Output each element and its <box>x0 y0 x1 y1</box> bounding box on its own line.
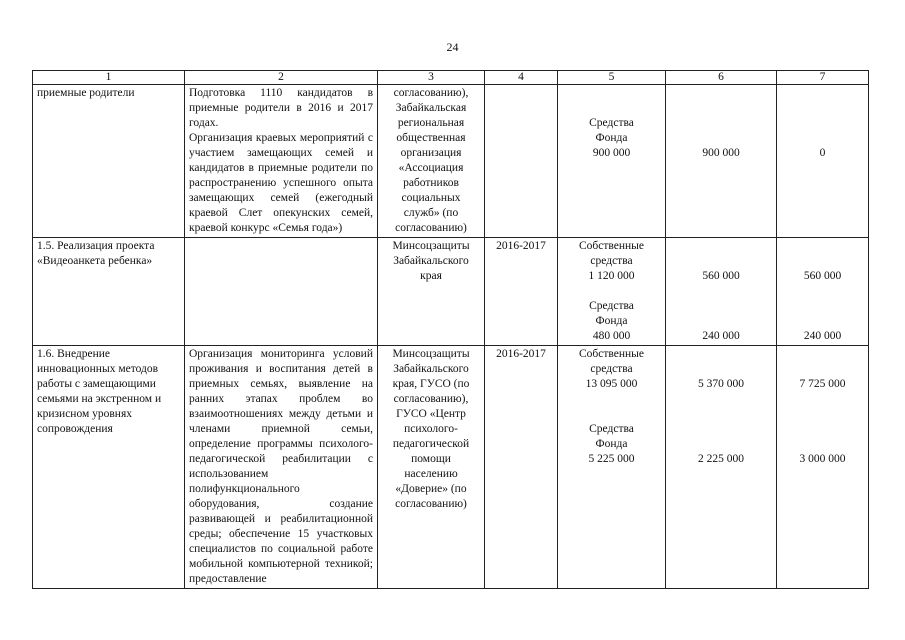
cell-line: «Доверие» (по <box>395 483 467 495</box>
cell-line: края <box>420 270 442 282</box>
cell-line: Средства <box>589 423 634 435</box>
cell-line <box>562 284 661 299</box>
period-cell <box>485 238 558 346</box>
cell-line: согласованию) <box>395 498 467 510</box>
cell-line: Минсоцзащиты <box>392 240 470 252</box>
cell-line <box>781 116 864 131</box>
cell-line: Подготовка 1110 кандидатов в приемные родители в 2016 и 2017 годах. <box>189 87 373 129</box>
cell-line <box>781 362 864 377</box>
cell-line: 480 000 <box>592 330 631 342</box>
period-cell <box>485 346 558 589</box>
cell-line <box>670 314 772 329</box>
cell-line <box>781 86 864 101</box>
cell-line <box>670 86 772 101</box>
cell-line: 1.6. Внедрение инновационных методов работы с замещающими семьями на экстренном и кризисном уровнях сопровождения <box>37 348 162 435</box>
cell-line: работников <box>403 177 459 189</box>
cell-line: 13 095 000 <box>585 378 638 390</box>
cell-line: Забайкальского <box>393 255 469 267</box>
amount-2017-cell <box>777 346 869 589</box>
period-cell <box>485 85 558 238</box>
cell-line: Минсоцзащиты <box>392 348 470 360</box>
cell-line: 5 225 000 <box>588 453 635 465</box>
activity-cell <box>33 238 185 346</box>
table-row <box>33 238 869 346</box>
cell-line <box>781 422 864 437</box>
cell-line <box>781 299 864 314</box>
funding-source-cell <box>558 346 666 589</box>
cell-line <box>781 239 864 254</box>
page-number: 24 <box>446 40 459 54</box>
cell-line: 1.5. Реализация проекта «Видеоанкета ребенка» <box>37 240 155 267</box>
cell-line: 1 120 000 <box>588 270 635 282</box>
cell-line: приемные родители <box>37 87 135 99</box>
column-number: 3 <box>378 71 485 85</box>
cell-text: 2016-2017 <box>496 240 546 252</box>
column-number: 2 <box>185 71 378 85</box>
cell-line <box>781 101 864 116</box>
column-number: 5 <box>558 71 666 85</box>
executor-cell <box>378 238 485 346</box>
cell-line <box>562 86 661 101</box>
description-cell <box>185 346 378 589</box>
cell-line: 240 000 <box>803 330 842 342</box>
column-number-row <box>33 71 869 85</box>
cell-line: согласованию), <box>393 393 469 405</box>
cell-line: ГУСО «Центр <box>396 408 466 420</box>
amount-2017-cell <box>777 85 869 238</box>
cell-line: «Ассоциация <box>398 162 464 174</box>
cell-line <box>670 347 772 362</box>
amount-2017-cell <box>777 238 869 346</box>
cell-line <box>781 407 864 422</box>
column-number: 4 <box>485 71 558 85</box>
cell-line: 240 000 <box>702 330 740 342</box>
cell-line: 560 000 <box>702 270 740 282</box>
cell-line: 5 370 000 <box>698 378 744 390</box>
column-number: 7 <box>777 71 869 85</box>
cell-line: согласованию), <box>393 87 469 99</box>
cell-line: Средства <box>589 117 634 129</box>
cell-line <box>781 437 864 452</box>
funding-source-cell <box>558 238 666 346</box>
executor-cell <box>378 85 485 238</box>
cell-line: средства <box>590 363 633 375</box>
cell-line: психолого- <box>404 423 458 435</box>
table-row <box>33 346 869 589</box>
table-row <box>33 85 869 238</box>
activity-cell <box>33 346 185 589</box>
activity-cell <box>33 85 185 238</box>
cell-line: 560 000 <box>803 270 842 282</box>
cell-line: согласованию) <box>395 222 467 234</box>
cell-line: 900 000 <box>592 147 631 159</box>
cell-line: 900 000 <box>702 147 740 159</box>
cell-line: средства <box>590 255 633 267</box>
cell-line: Собственные <box>578 240 644 252</box>
cell-line: Забайкальская <box>395 102 467 114</box>
amount-2016-cell <box>666 85 777 238</box>
cell-line: Забайкальского <box>393 363 469 375</box>
cell-line: Фонда <box>595 315 628 327</box>
cell-line <box>670 407 772 422</box>
cell-line: организация <box>400 147 462 159</box>
cell-line: 3 000 000 <box>799 453 846 465</box>
column-number: 1 <box>33 71 185 85</box>
cell-line: помощи <box>411 453 451 465</box>
cell-line: населению <box>404 468 458 480</box>
cell-line: Организация краевых мероприятий с участием замещающих семей и кандидатов в приемные родители по распространению успешного опыта замещающих семей (ежегодный краевой Слет опекунских семей, краевой конкурс «Семья года») <box>189 132 373 234</box>
cell-line: общественная <box>396 132 466 144</box>
cell-line: Собственные <box>578 348 644 360</box>
cell-line: служб» (по <box>403 207 459 219</box>
column-number: 6 <box>666 71 777 85</box>
cell-line: Фонда <box>595 132 628 144</box>
cell-line: 0 <box>819 147 826 159</box>
executor-cell <box>378 346 485 589</box>
cell-line: Средства <box>589 300 634 312</box>
cell-line <box>670 254 772 269</box>
description-cell <box>185 85 378 238</box>
cell-line <box>670 392 772 407</box>
cell-line: края, ГУСО (по <box>392 378 470 390</box>
cell-line: региональная <box>397 117 465 129</box>
cell-line <box>781 392 864 407</box>
cell-line <box>562 101 661 116</box>
cell-line <box>670 362 772 377</box>
cell-line <box>781 254 864 269</box>
cell-line <box>670 299 772 314</box>
cell-line: 7 725 000 <box>799 378 846 390</box>
cell-line <box>670 101 772 116</box>
funding-source-cell <box>558 85 666 238</box>
amount-2016-cell <box>666 346 777 589</box>
cell-line: педагогической <box>392 438 470 450</box>
amount-2016-cell <box>666 238 777 346</box>
cell-line <box>670 422 772 437</box>
program-table <box>32 70 869 589</box>
cell-line <box>670 284 772 299</box>
cell-text: 2016-2017 <box>496 348 546 360</box>
cell-line <box>670 131 772 146</box>
cell-line <box>781 131 864 146</box>
cell-line: Фонда <box>595 438 628 450</box>
cell-line <box>781 347 864 362</box>
description-cell <box>185 238 378 346</box>
cell-line <box>670 116 772 131</box>
cell-line <box>562 407 661 422</box>
cell-line <box>670 437 772 452</box>
cell-line <box>562 392 661 407</box>
cell-line <box>781 314 864 329</box>
cell-line: социальных <box>401 192 461 204</box>
cell-line: 2 225 000 <box>698 453 744 465</box>
cell-line <box>781 284 864 299</box>
cell-line <box>670 239 772 254</box>
cell-line: Организация мониторинга условий проживания и воспитания детей в приемных семьях, выявление на ранних этапах проблем во взаимоотношениях между детьми и членами приемной семьи, определение программы психолого-педагогической реабилитации с использованием полифункционального оборудования, создание развивающей и реабилитационной среды; обеспечение 15 участковых специалистов по социальной работе мобильной компьютерной техникой; предоставление <box>189 348 373 585</box>
